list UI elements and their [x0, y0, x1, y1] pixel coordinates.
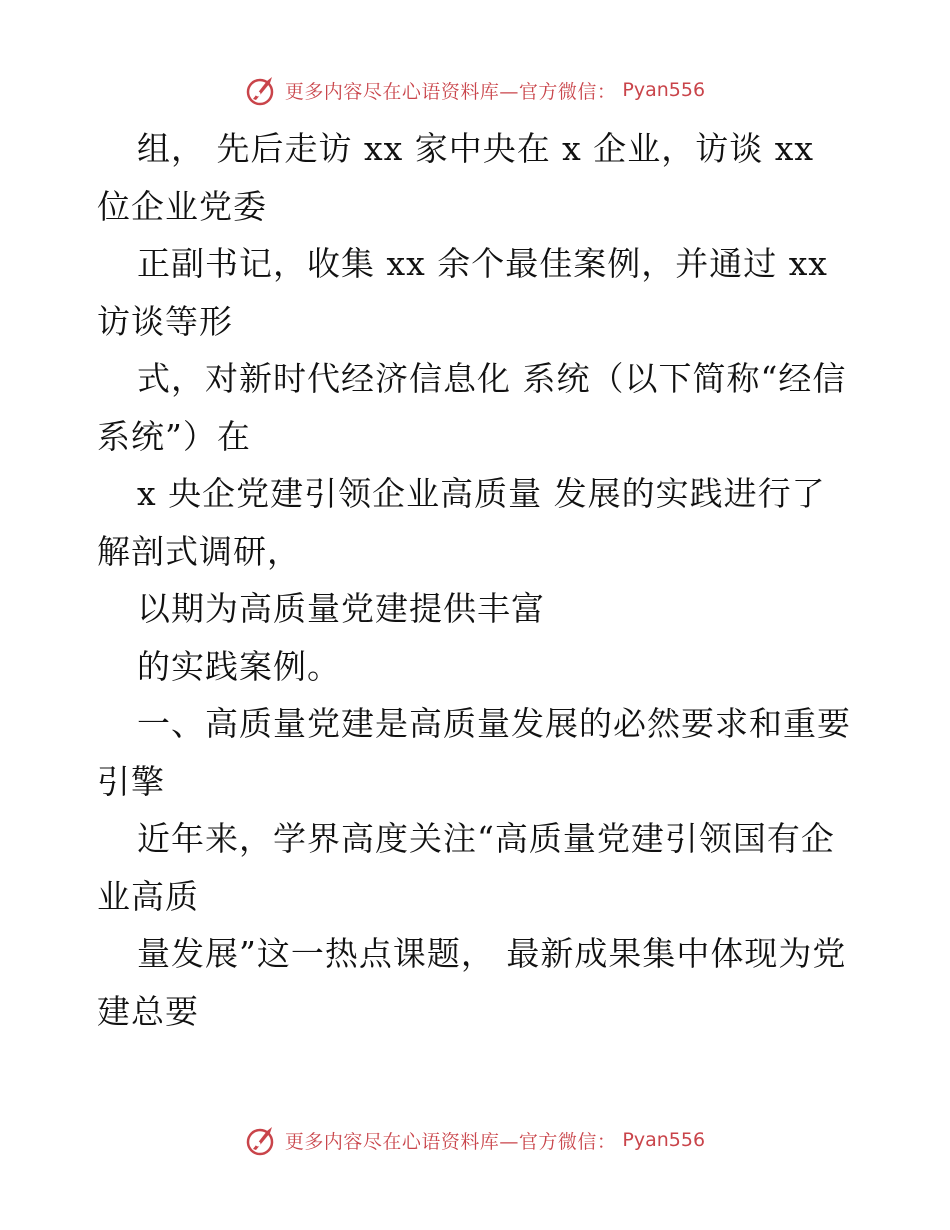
paragraph: 的实践案例。 — [137, 646, 341, 686]
pen-logo-icon — [245, 1123, 279, 1157]
paragraph: 以期为高质量党建提供丰富 — [137, 589, 545, 628]
watermark-footer — [0, 1120, 950, 1160]
paragraph: 正副书记，收集 xx 余个最佳案例，并通过 xx 访谈等形 — [97, 244, 828, 341]
watermark-contact: Pyan556 — [622, 79, 706, 101]
watermark-header — [0, 70, 950, 110]
paragraph: 量发展”这一热点课题， 最新成果集中体现为党建总要 — [97, 934, 847, 1031]
watermark-contact: Pyan556 — [622, 1129, 706, 1151]
paragraph: x 央企党建引领企业高质量 发展的实践进行了解剖式调研， — [97, 474, 826, 571]
paragraph: 式，对新时代经济信息化 系统（以下简称“经信系统”）在 — [97, 359, 847, 456]
document-body — [97, 120, 857, 1040]
watermark-site-text: 更多内容尽在心语资料库—官方微信： — [284, 80, 617, 103]
paragraph: 组， 先后走访 xx 家中央在 x 企业，访谈 xx 位企业党委 — [97, 129, 814, 226]
section-heading: 一、高质量党建是高质量发展的必然要求和重要引擎 — [97, 704, 851, 801]
paragraph: 近年来，学界高度关注“高质量党建引领国有企业高质 — [97, 819, 835, 916]
watermark-site-text: 更多内容尽在心语资料库—官方微信： — [284, 1130, 617, 1153]
pen-logo-icon — [245, 73, 279, 107]
